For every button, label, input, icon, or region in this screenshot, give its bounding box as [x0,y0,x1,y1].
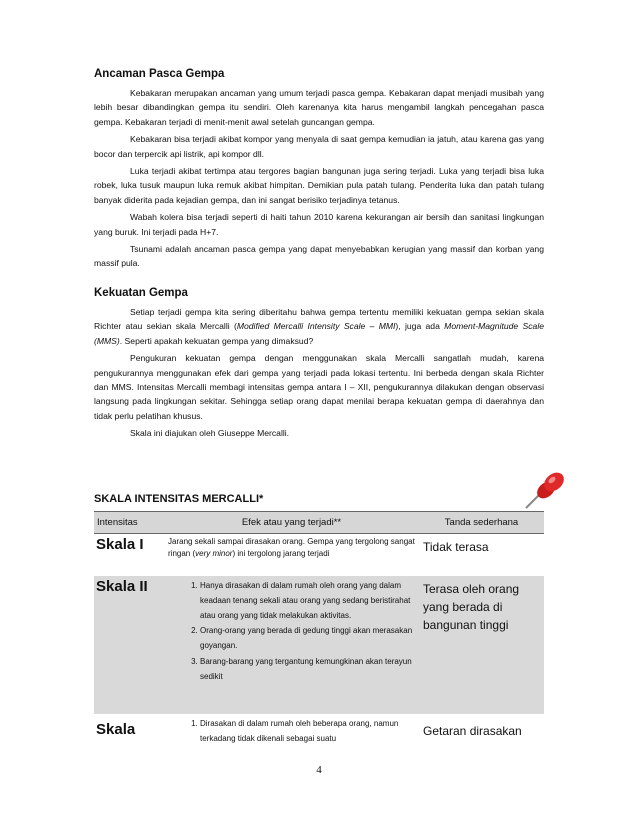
table-row [94,576,544,714]
list-item: 1. Hanya dirasakan di dalam rumah oleh orang yang dalam keadaan tenang sekali atau orang yang sedang beristirahat atau orang yang tidak melakukan aktivitas. [200,578,415,624]
scale-cell: Skala [96,720,136,738]
section-title-kekuatan: Kekuatan Gempa [94,286,188,299]
header-efek: Efek atau yang terjadi** [164,512,419,534]
header-intensitas: Intensitas [94,512,164,534]
paragraph: Setiap terjadi gempa kita sering diberitahu bahwa gempa tertentu memiliki kekuatan gempa sekian skala Richter atau sekian skala Mercalli (Modified Mercalli Intensity Scale – MMI), juga ada Moment-Magnitude Scale (MMS). Seperti apakah kekuatan gempa yang dimaksud? [94,306,545,346]
effect-cell [164,714,419,754]
table-title: SKALA INTENSITAS MERCALLI* [94,493,264,505]
scale-cell: Skala I [96,536,144,553]
paragraph: Luka terjadi akibat tertimpa atau tergores bagian bangunan juga sering terjadi. Luka yang terjadi bisa luka robek, luka tusuk maupun luka remuk akibat himpitan. Demikian pula patah tulang. Penderita luka dan patah tulang banyak diderita pada kejadian gempa, dan ini sangat berisiko terjadinya tetanus. [94,166,544,205]
effect-cell: Jarang sekali sampai dirasakan orang. Gempa yang tergolong sangat ringan (very minor) ini tergolong jarang terjadi [168,537,415,558]
paragraph: Skala ini diajukan oleh Giuseppe Mercalli. [130,428,290,439]
table-row [94,534,544,576]
paragraph: Kebakaran bisa terjadi akibat kompor yang menyala di saat gempa kemudian ia jatuh, atau karena gas yang bocor dan terpercik api listrik, api kompor dll. [94,134,544,159]
paragraph: Pengukuran kekuatan gempa dengan menggunakan skala Mercalli sangatlah mudah, karena pengukurannya menggunakan efek dari gempa yang terjadi pada lokasi tertentu. Ini berbeda dengan skala Richter dan MMS. Intensitas Mercalli membagi intensitas gempa antara I – XII, pengukurannya dilakukan dengan observasi langsung pada lingkungan sekitar. Sehingga setiap orang dapat menilai berapa kekuatan gempa di daerahnya dan tidak perlu pelatihan khusus. [94,353,544,421]
page-number: 4 [316,764,322,776]
sign-cell: Getaran dirasakan [423,723,522,738]
scale-cell: Skala II [94,576,164,714]
section-title-ancaman: Ancaman Pasca Gempa [94,68,225,80]
paragraph: Kebakaran merupakan ancaman yang umum terjadi pasca gempa. Kebakaran dapat menjadi musibah yang lebih besar dibandingkan gempa itu sendiri. Oleh karenanya kita harus mengambil langkah pencegahan pasca gempa. Kebakaran terjadi di menit-menit awal setelah guncangan gempa. [94,88,544,127]
list-item: 1. Dirasakan di dalam rumah oleh beberapa orang, namun terkadang tidak dikenali sebagai suatu [200,716,415,746]
sign-cell: Tidak terasa [423,540,489,554]
effect-cell [164,576,419,714]
list-item: 3. Barang-barang yang tergantung kemungkinan akan terayun sedikit [200,654,415,684]
table-row [94,714,544,754]
paragraph: Tsunami adalah ancaman pasca gempa yang dapat menyebabkan kerugian yang massif dan korban yang massif pula. [94,244,544,269]
table-header-row [94,512,544,534]
paragraph: Wabah kolera bisa terjadi seperti di haiti tahun 2010 karena kekurangan air bersih dan sanitasi lingkungan yang buruk. Ini terjadi pada H+7. [94,212,544,237]
header-tanda: Tanda sederhana [419,512,544,534]
page-content [94,68,544,444]
pushpin-icon [516,468,568,516]
mercalli-table [94,511,544,754]
sign-cell: Terasa oleh orang yang berada di bangunan tinggi [419,576,544,714]
list-item: 2. Orang-orang yang berada di gedung tinggi akan merasakan goyangan. [200,623,415,653]
